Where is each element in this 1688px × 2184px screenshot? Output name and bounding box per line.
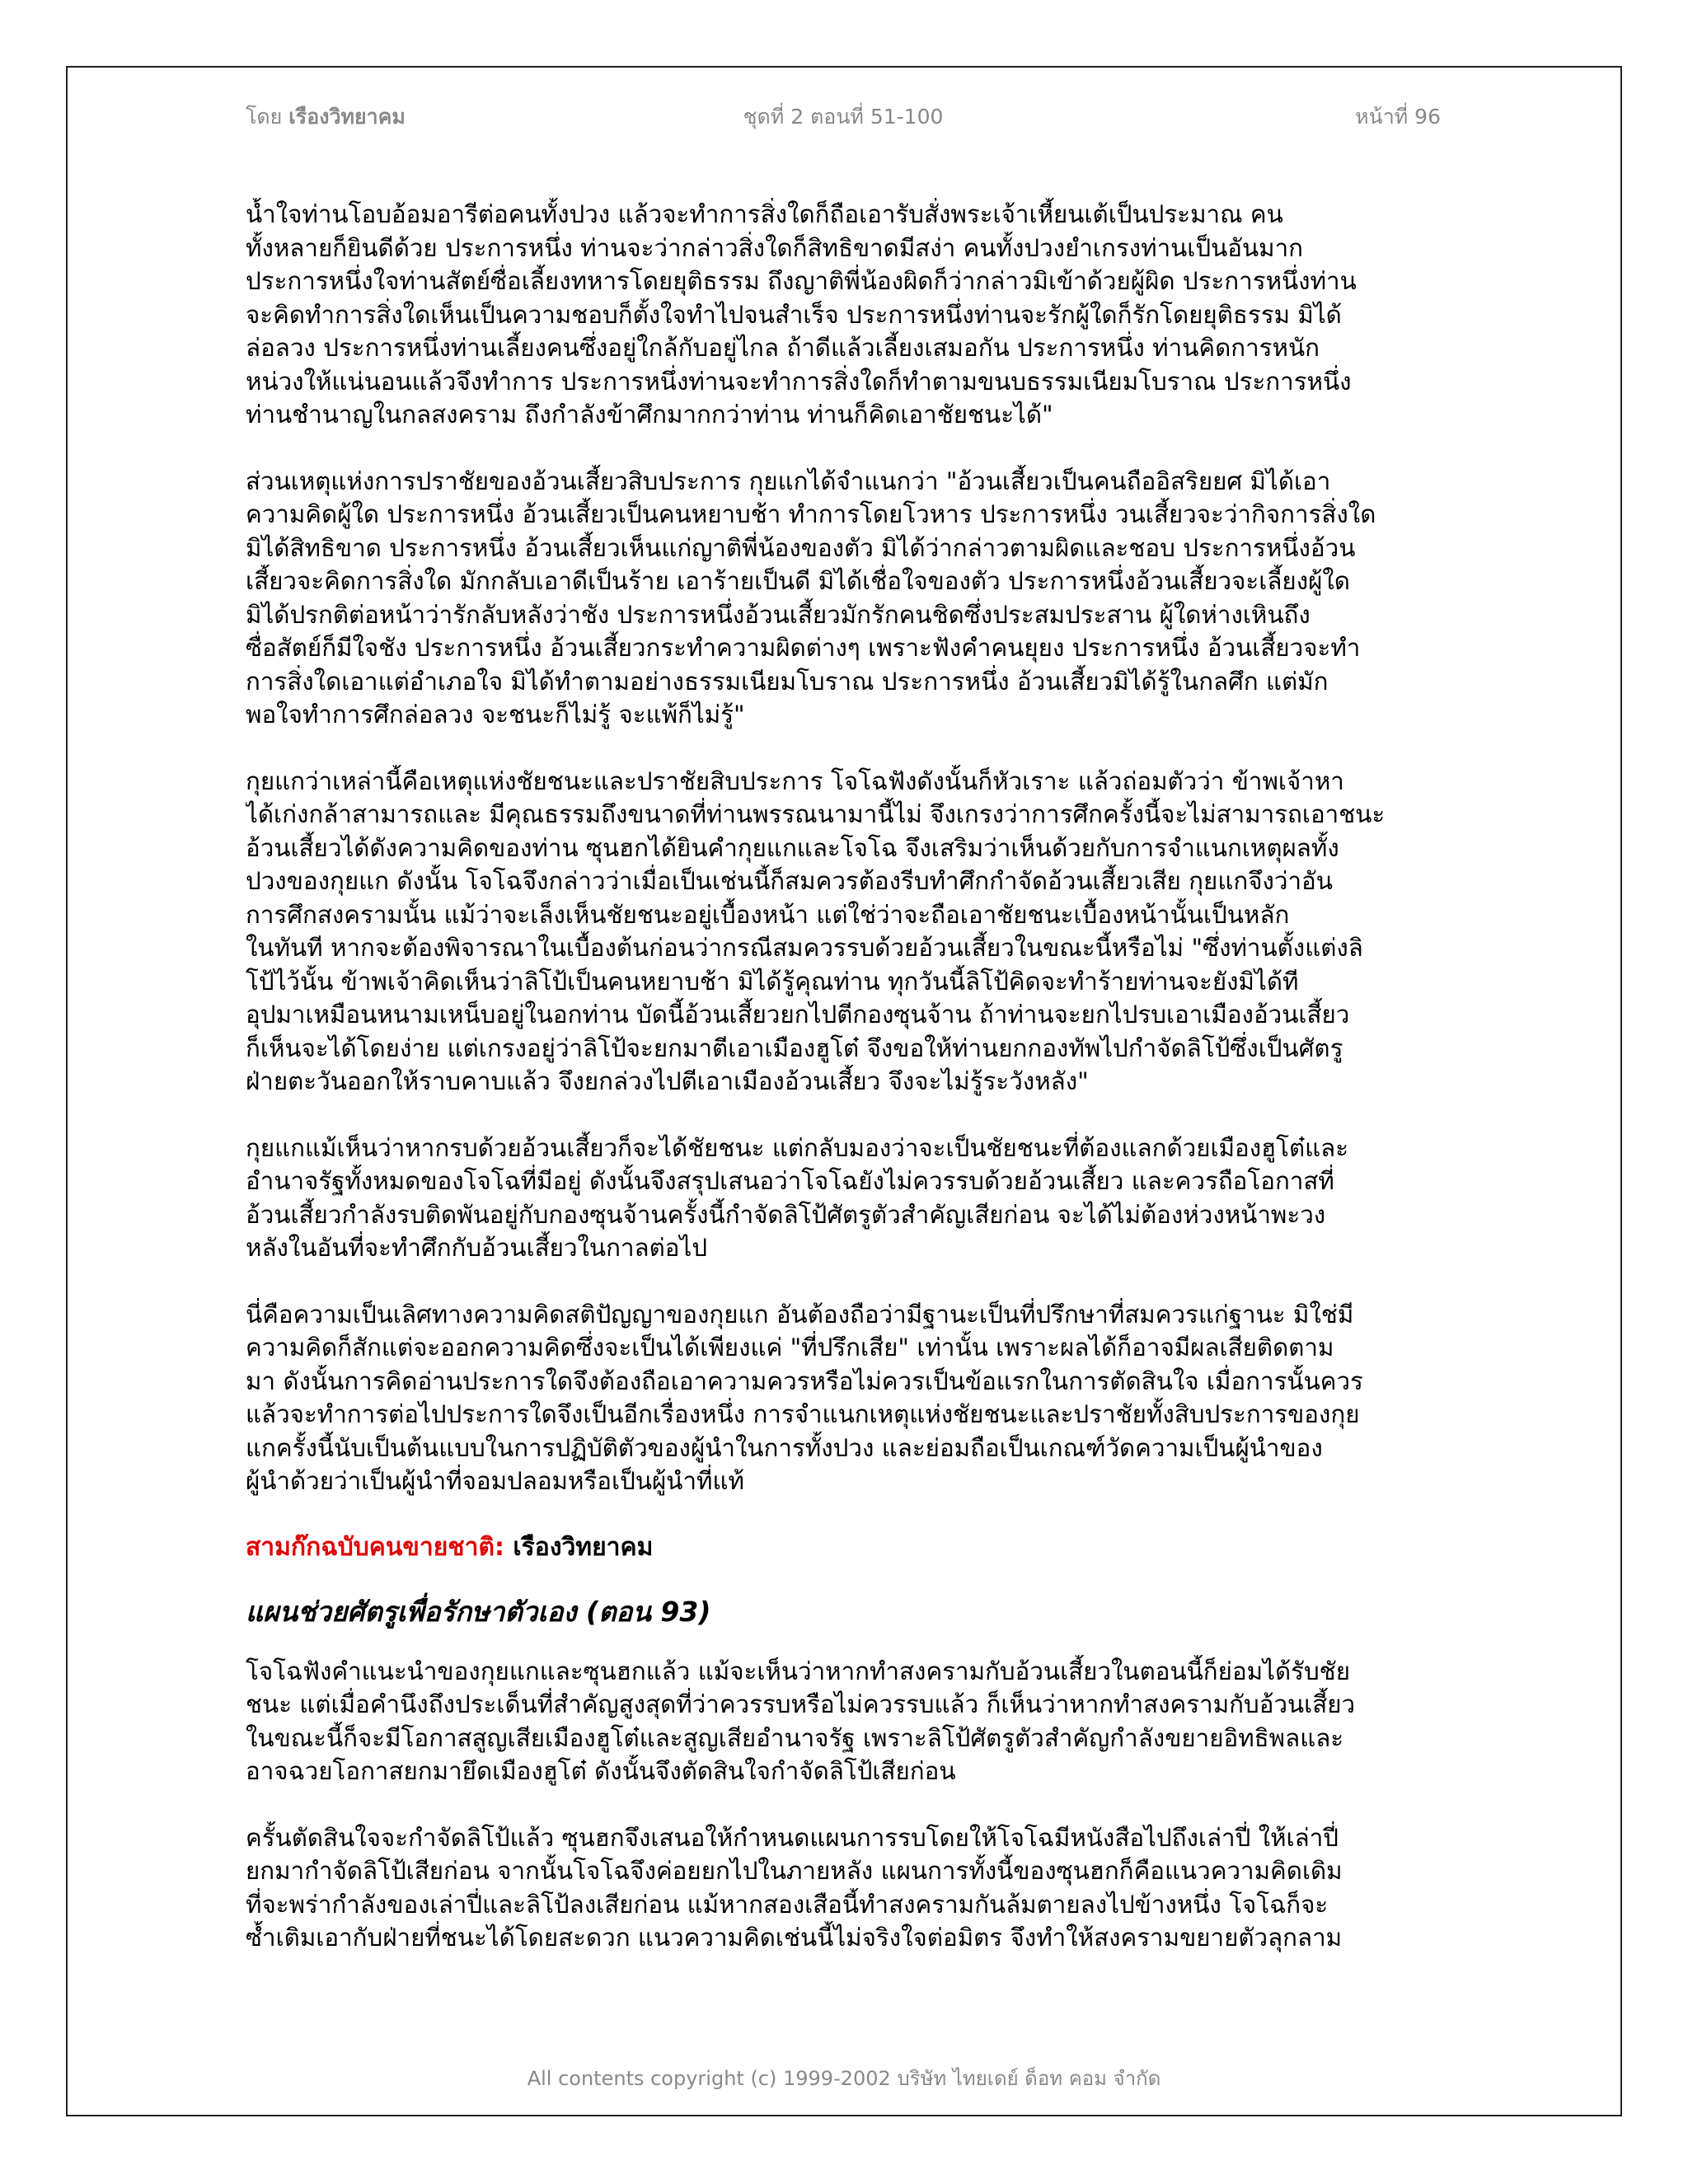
paragraph-line: เสี้ยวจะคิดการสิ่งใด มักกลับเอาดีเป็นร้าย เอาร้ายเป็นดี มิได้เชื่อใจของตัว ประการหนึ่งอ้วนเสี้ยวจะเลี้ยงผู้ใด: [246, 567, 1350, 595]
paragraph-line: การสิ่งใดเอาแต่อำเภอใจ มิได้ทำตามอย่างธรรมเนียมโบราณ ประการหนึ่ง อ้วนเสี้ยวมิได้รู้ในกลศึก แต่มัก: [246, 667, 1329, 696]
paragraph-group-1: [246, 198, 1441, 1498]
section-title-series: สามก๊กฉบับคนขายชาติ:: [246, 1532, 504, 1562]
section-title-author: เรืองวิทยาคม: [504, 1532, 654, 1562]
header-page-number: หน้าที่ 96: [1355, 105, 1441, 129]
paragraph: [246, 1821, 1441, 1955]
paragraph-line: มิได้สิทธิขาด ประการหนึ่ง อ้วนเสี้ยวเห็นแก่ญาติพี่น้องของตัว มิได้ว่ากล่าวตามผิดและชอบ ประการหนึ่งอ้วน: [246, 533, 1356, 562]
paragraph-line: อำนาจรัฐทั้งหมดของโจโฉที่มีอยู่ ดังนั้นจึงสรุปเสนอว่าโจโฉยังไม่ควรรบด้วยอ้วนเสี้ยว และควรถือโอกาสที่: [246, 1167, 1334, 1195]
header-author-prefix: โดย: [246, 105, 283, 129]
paragraph-line: ครั้นตัดสินใจจะกำจัดลิโป้แล้ว ซุนฮกจึงเสนอให้กำหนดแผนการรบโดยให้โจโฉมีหนังสือไปถึงเล่าปี่ ให้เล่าปี่: [246, 1823, 1339, 1852]
paragraph-line: ซื่อสัตย์ก็มีใจชัง ประการหนึ่ง อ้วนเสี้ยวกระทำความผิดต่างๆ เพราะฟังคำคนยุยง ประการหนึ่ง อ้วนเสี้ยวจะทำ: [246, 634, 1361, 662]
paragraph-line: ที่จะพร่ากำลังของเล่าปี่และลิโป้ลงเสียก่อน แม้หากสองเสือนี้ทำสงครามกันล้มตายลงไปข้างหนึ่ง โจโฉก็จะ: [246, 1890, 1329, 1919]
paragraph-line: ได้เก่งกล้าสามารถและ มีคุณธรรมถึงขนาดที่ท่านพรรณนามานี้ไม่ จึงเกรงว่าการศึกครั้งนี้จะไม่สามารถเอาชนะ: [246, 800, 1386, 828]
paragraph-line: โป้ไว้นั้น ข้าพเจ้าคิดเห็นว่าลิโป้เป็นคนหยาบช้า มิได้รู้คุณท่าน ทุกวันนี้ลิโป้คิดจะทำร้ายท่านจะยังมิได้ที: [246, 967, 1299, 996]
paragraph-line: ส่วนเหตุแห่งการปราชัยของอ้วนเสี้ยวสิบประการ กุยแกได้จำแนกว่า "อ้วนเสี้ยวเป็นคนถืออิสริยยศ มิได้เอา: [246, 466, 1331, 495]
paragraph-line: อาจฉวยโอกาสยกมายึดเมืองฮูโต๋ ดังนั้นจึงตัดสินใจกำจัดลิโป้เสียก่อน: [246, 1757, 956, 1785]
paragraph-line: มิได้ปรกติต่อหน้าว่ารักลับหลังว่าชัง ประการหนึ่งอ้วนเสี้ยวมักรักคนชิดซึ่งประสมประสาน ผู้ใดห่างเหินถึง: [246, 600, 1311, 629]
article-body: [246, 198, 1441, 1988]
paragraph-line: ในขณะนี้ก็จะมีโอกาสสูญเสียเมืองฮูโต๋และสูญเสียอำนาจรัฐ เพราะลิโป้ศัตรูตัวสำคัญกำลังขยายอิทธิพลและ: [246, 1723, 1344, 1752]
paragraph-line: จะคิดทำการสิ่งใดเห็นเป็นความชอบก็ตั้งใจทำไปจนสำเร็จ ประการหนึ่งท่านจะรักผู้ใดก็รักโดยยุติธรรม มิได้: [246, 300, 1342, 329]
paragraph: [246, 1298, 1441, 1498]
paragraph-line: ชนะ แต่เมื่อคำนึงถึงประเด็นที่สำคัญสูงสุดที่ว่าควรรบหรือไม่ควรรบแล้ว ก็เห็นว่าหากทำสงครามกับอ้วนเสี้ยว: [246, 1690, 1356, 1718]
paragraph-line: หน่วงให้แน่นอนแล้วจึงทำการ ประการหนึ่งท่านจะทำการสิ่งใดก็ทำตามขนบธรรมเนียมโบราณ ประการหนึ่ง: [246, 367, 1352, 396]
copyright-footer: All contents copyright (c) 1999-2002 บริษัท ไทยเดย์ ด็อท คอม จำกัด: [527, 2067, 1161, 2090]
section-title: [246, 1531, 1441, 1564]
paragraph: [246, 1132, 1441, 1265]
paragraph-line: ประการหนึ่งใจท่านสัตย์ซื่อเลี้ยงทหารโดยยุติธรรม ถึงญาติพี่น้องผิดก็ว่ากล่าวมิเข้าด้วยผู้ผิด ประการหนึ่งท่าน: [246, 267, 1357, 295]
paragraph-line: ความคิดผู้ใด ประการหนึ่ง อ้วนเสี้ยวเป็นคนหยาบช้า ทำการโดยโวหาร ประการหนึ่ง วนเสี้ยวจะว่ากิจการสิ่งใด: [246, 500, 1376, 528]
episode-title: แผนช่วยศัตรูเพื่อรักษาตัวเอง (ตอน 93): [246, 1595, 711, 1628]
paragraph-line: การศึกสงครามนั้น แม้ว่าจะเล็งเห็นชัยชนะอยู่เบื้องหน้า แต่ใช่ว่าจะถือเอาชัยชนะเบื้องหน้านั้นเป็นหลัก: [246, 900, 1290, 929]
paragraph-line: นี่คือความเป็นเลิศทางความคิดสติปัญญาของกุยแก อันต้องถือว่ามีฐานะเป็นที่ปรึกษาที่สมควรแก่ฐานะ มิใช่มี: [246, 1300, 1354, 1329]
paragraph-line: ผู้นำด้วยว่าเป็นผู้นำที่จอมปลอมหรือเป็นผู้นำที่แท้: [246, 1467, 744, 1495]
paragraph: [246, 765, 1441, 1099]
paragraph-line: ปวงของกุยแก ดังนั้น โจโฉจึงกล่าวว่าเมื่อเป็นเช่นนี้ก็สมควรต้องรีบทำศึกกำจัดอ้วนเสี้ยวเสีย กุยแกจึงว่าอัน: [246, 867, 1333, 895]
paragraph-line: หลังในอันที่จะทำศึกกับอ้วนเสี้ยวในกาลต่อไป: [246, 1234, 708, 1262]
paragraph: [246, 1655, 1441, 1788]
paragraph-line: กุยแกแม้เห็นว่าหากรบด้วยอ้วนเสี้ยวก็จะได้ชัยชนะ แต่กลับมองว่าจะเป็นชัยชนะที่ต้องแลกด้วยเมืองฮูโต๋และ: [246, 1133, 1349, 1162]
paragraph-line: ในทันที หากจะต้องพิจารณาในเบื้องต้นก่อนว่ากรณีสมควรรบด้วยอ้วนเสี้ยวในขณะนี้หรือไม่ "ซึ่งท่านตั้งแต่งลิ: [246, 934, 1363, 962]
paragraph-group-2: [246, 1655, 1441, 1955]
paragraph: [246, 198, 1441, 432]
paragraph: [246, 465, 1441, 732]
paragraph-line: ฝ่ายตะวันออกให้ราบคาบแล้ว จึงยกล่วงไปตีเอาเมืองอ้วนเสี้ยว จึงจะไม่รู้ระวังหลัง": [246, 1067, 1089, 1095]
page-header: [246, 101, 1441, 134]
paragraph-line: โจโฉฟังคำแนะนำของกุยแกและซุนฮกแล้ว แม้จะเห็นว่าหากทำสงครามกับอ้วนเสี้ยวในตอนนี้ก็ย่อมได้รับชัย: [246, 1657, 1350, 1685]
paragraph-line: อ้วนเสี้ยวกำลังรบติดพันอยู่กับกองซุนจ้านครั้งนี้กำจัดลิโป้ศัตรูตัวสำคัญเสียก่อน จะได้ไม่ต้องห่วงหน้าพะวง: [246, 1200, 1326, 1229]
paragraph-line: ยกมากำจัดลิโป้เสียก่อน จากนั้นโจโฉจึงค่อยยกไปในภายหลัง แผนการทั้งนี้ของซุนฮกก็คือแนวความคิดเดิม: [246, 1857, 1343, 1885]
paragraph-line: อุปมาเหมือนหนามเหน็บอยู่ในอกท่าน บัดนี้อ้วนเสี้ยวยกไปตีกองซุนจ้าน ถ้าท่านจะยกไปรบเอาเมืองอ้วนเสี้ยว: [246, 1001, 1350, 1029]
paragraph-line: แกครั้งนี้นับเป็นต้นแบบในการปฏิบัติตัวของผู้นำในการทั้งปวง และย่อมถือเป็นเกณฑ์วัดความเป็นผู้นำของ: [246, 1433, 1323, 1462]
paragraph-line: พอใจทำการศึกล่อลวง จะชนะก็ไม่รู้ จะแพ้ก็ไม่รู้": [246, 701, 745, 729]
header-author-name: เรืองวิทยาคม: [288, 105, 406, 129]
paragraph-line: น้ำใจท่านโอบอ้อมอารีต่อคนทั้งปวง แล้วจะทำการสิ่งใดก็ถือเอารับสั่งพระเจ้าเหี้ยนเต้เป็นประมาณ คน: [246, 200, 1283, 228]
paragraph-line: แล้วจะทำการต่อไปประการใดจึงเป็นอีกเรื่องหนึ่ง การจำแนกเหตุแห่งชัยชนะและปราชัยทั้งสิบประการของกุย: [246, 1400, 1360, 1428]
paragraph-line: ความคิดก็สักแต่จะออกความคิดซึ่งจะเป็นได้เพียงแค่ "ที่ปรึกเสีย" เท่านั้น เพราะผลได้ก็อาจมีผลเสียติดตาม: [246, 1333, 1334, 1361]
paragraph-line: กุยแกว่าเหล่านี้คือเหตุแห่งชัยชนะและปราชัยสิบประการ โจโฉฟังดังนั้นก็หัวเราะ แล้วถ่อมตัวว่า ข้าพเจ้าหา: [246, 766, 1344, 795]
paragraph-line: ท่านชำนาญในกลสงคราม ถึงกำลังข้าศึกมากกว่าท่าน ท่านก็คิดเอาชัยชนะได้": [246, 401, 1053, 429]
paragraph-line: มา ดังนั้นการคิดอ่านประการใดจึงต้องถือเอาความควรหรือไม่ควรเป็นข้อแรกในการตัดสินใจ เมื่อการนั้นควร: [246, 1366, 1363, 1395]
paragraph-line: ก็เห็นจะได้โดยง่าย แต่เกรงอยู่ว่าลิโป้จะยกมาตีเอาเมืองฮูโต๋ จึงขอให้ท่านยกกองทัพไปกำจัดลิโป้ซึ่งเป็นศัตรู: [246, 1033, 1343, 1062]
paragraph-line: อ้วนเสี้ยวได้ดังความคิดของท่าน ซุนฮกได้ยินคำกุยแกและโจโฉ จึงเสริมว่าเห็นด้วยกับการจำแนกเหตุผลทั้ง: [246, 833, 1339, 862]
paragraph-line: ล่อลวง ประการหนึ่งท่านเลี้ยงคนซึ่งอยู่ใกล้กับอยู่ไกล ถ้าดีแล้วเลี้ยงเสมอกัน ประการหนึ่ง ท่านคิดการหนัก: [246, 334, 1320, 362]
paragraph-line: ซ้ำเติมเอากับฝ่ายที่ชนะได้โดยสะดวก แนวความคิดเช่นนี้ไม่จริงใจต่อมิตร จึงทำให้สงครามขยายตัวลุกลาม: [246, 1924, 1343, 1952]
paragraph-line: ทั้งหลายก็ยินดีด้วย ประการหนึ่ง ท่านจะว่ากล่าวสิ่งใดก็สิทธิขาดมีสง่า คนทั้งปวงยำเกรงท่านเป็นอันมาก: [246, 233, 1304, 262]
header-series: ชุดที่ 2 ตอนที่ 51-100: [743, 105, 944, 129]
